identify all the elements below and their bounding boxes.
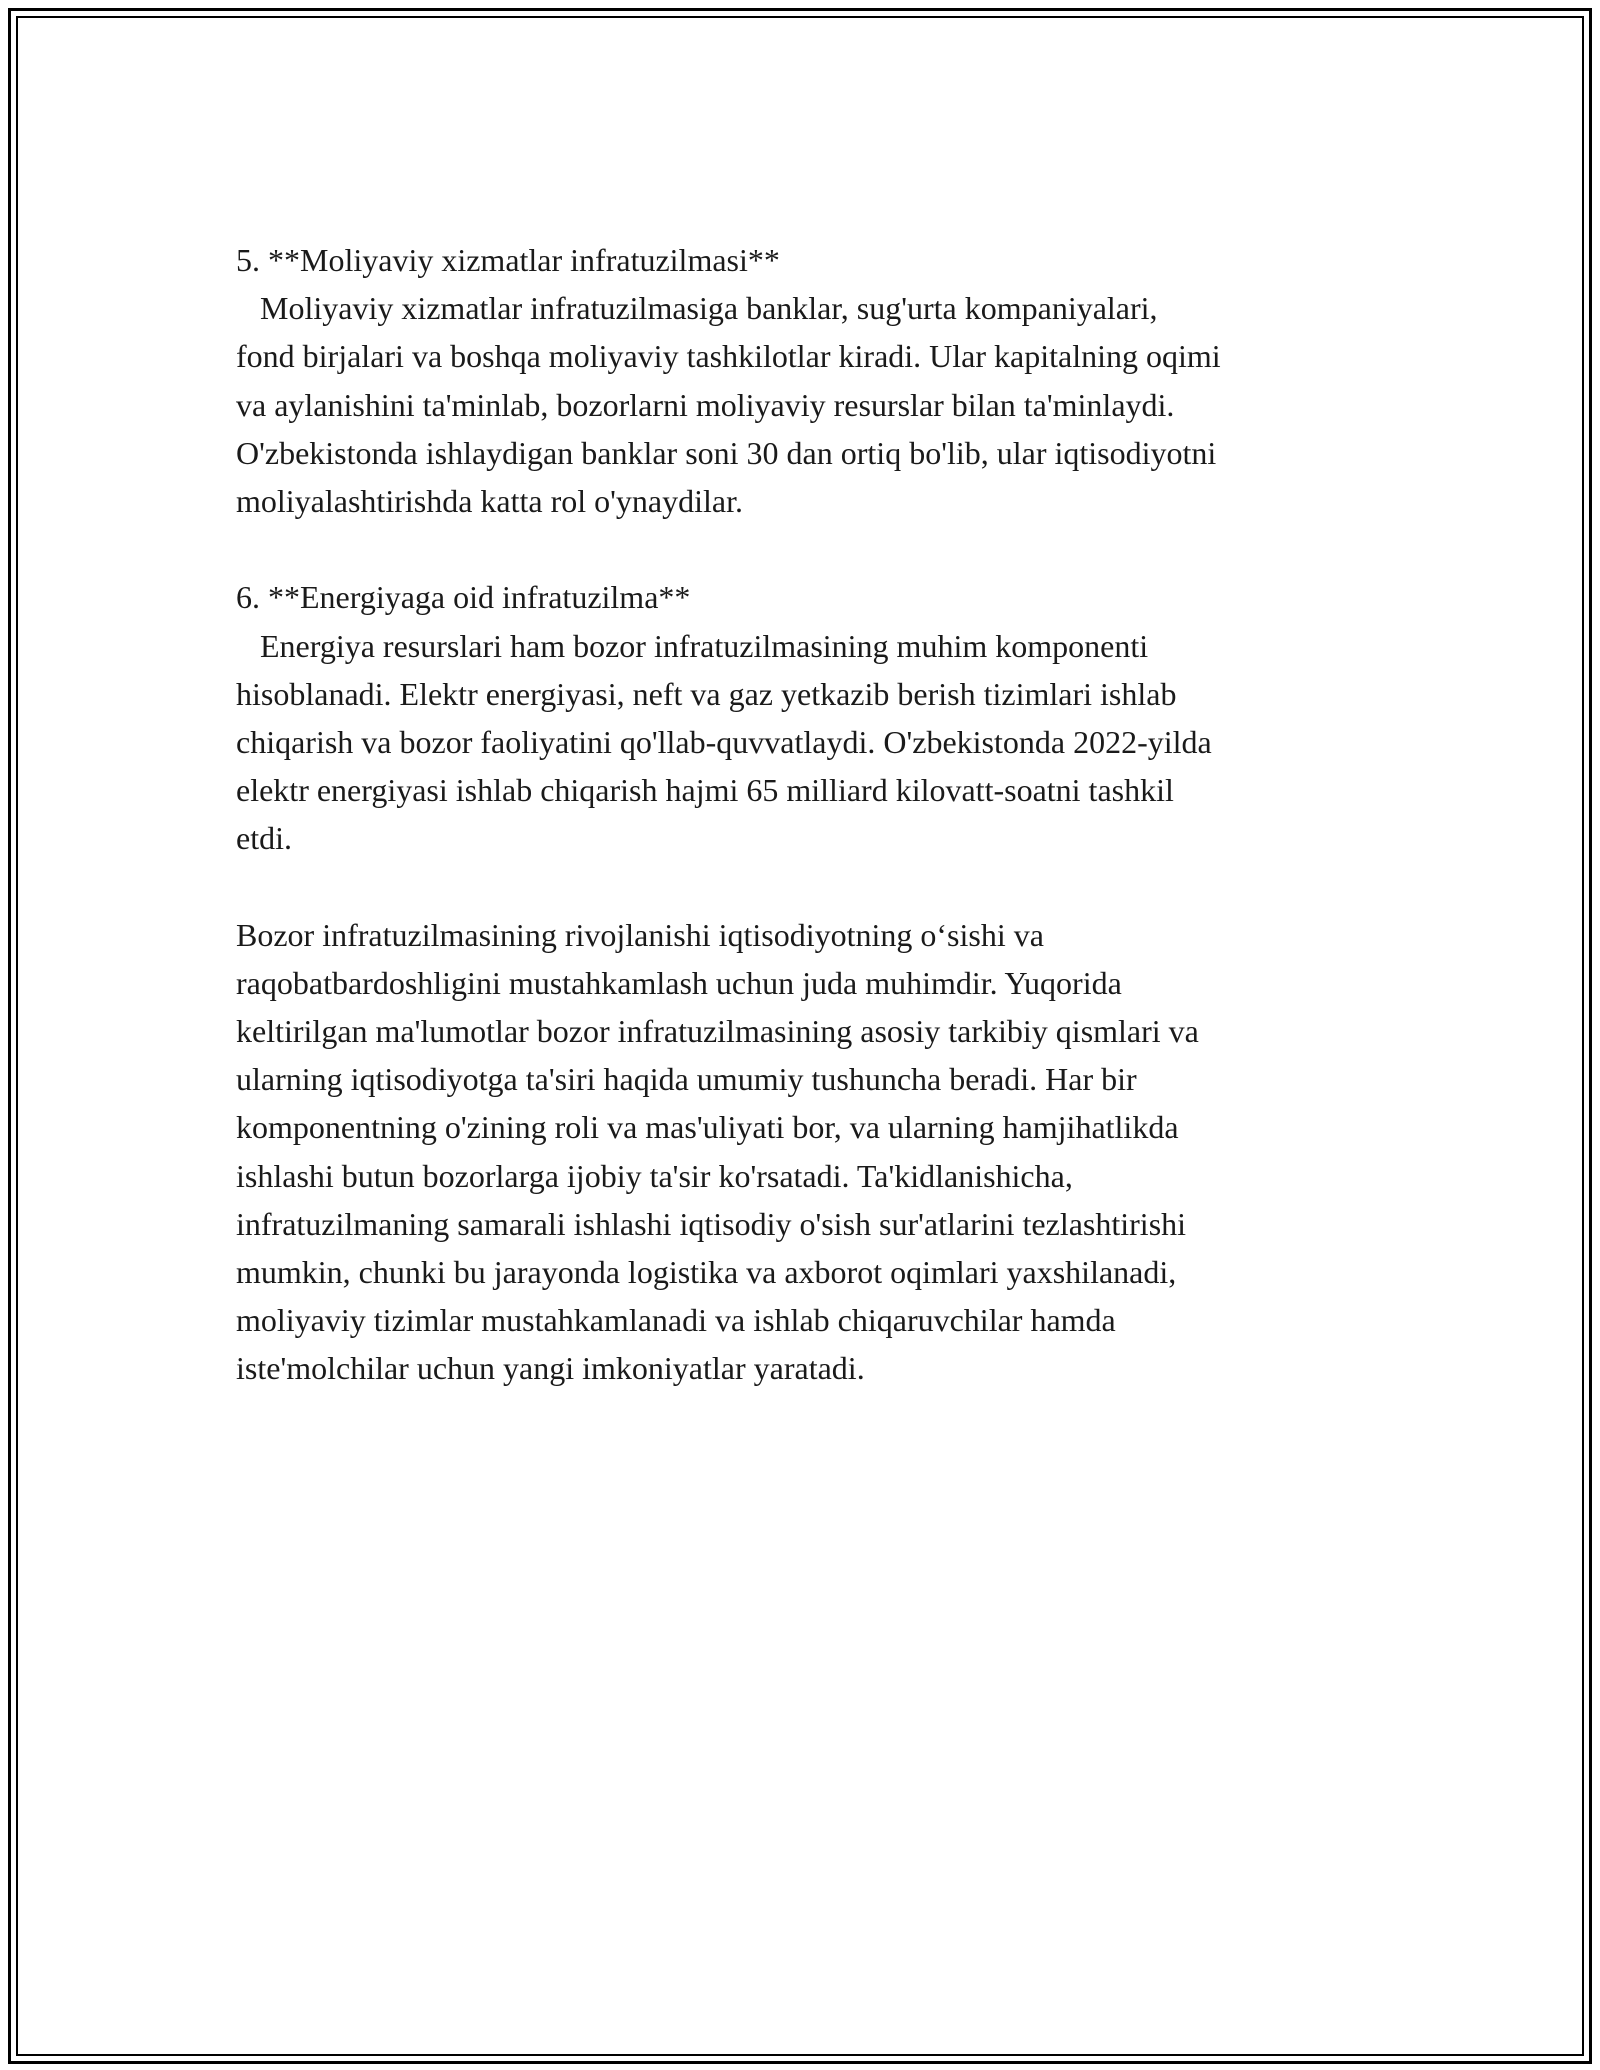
paragraph-line: iste'molchilar uchun yangi imkoniyatlar yaratadi. (236, 1350, 865, 1387)
paragraph-line: ularning iqtisodiyotga ta'siri haqida umumiy tushuncha beradi. Har bir (236, 1061, 1137, 1098)
document-body (236, 236, 1386, 1393)
paragraph-line: hisoblanadi. Elektr energiyasi, neft va gaz yetkazib berish tizimlari ishlab (236, 675, 1177, 712)
paragraph-line: Bozor infratuzilmasining rivojlanishi iqtisodiyotning o‘sishi va (236, 916, 1044, 953)
paragraph-line: komponentning o'zining roli va mas'uliyati bor, va ularning hamjihatlikda (236, 1109, 1179, 1146)
paragraph-line: Energiya resurslari ham bozor infratuzilmasining muhim komponenti (236, 627, 1149, 664)
paragraph-line: elektr energiyasi ishlab chiqarish hajmi 65 milliard kilovatt-soatni tashkil (236, 772, 1174, 809)
section-heading: 6. **Energiyaga oid infratuzilma** (236, 579, 691, 616)
paragraph-spacer (236, 862, 1386, 910)
paragraph-line: infratuzilmaning samarali ishlashi iqtisodiy o'sish sur'atlarini tezlashtirishi (236, 1205, 1187, 1242)
section-financial-infrastructure (236, 236, 1386, 525)
paragraph-line: fond birjalari va boshqa moliyaviy tashkilotlar kiradi. Ular kapitalning oqimi (236, 338, 1221, 375)
paragraph-line: Moliyaviy xizmatlar infratuzilmasiga banklar, sug'urta kompaniyalari, (236, 290, 1158, 327)
paragraph-line: ishlashi butun bozorlarga ijobiy ta'sir ko'rsatadi. Ta'kidlanishicha, (236, 1157, 1073, 1194)
paragraph-line: keltirilgan ma'lumotlar bozor infratuzilmasining asosiy tarkibiy qismlari va (236, 1013, 1199, 1049)
paragraph-line: moliyaviy tizimlar mustahkamlanadi va ishlab chiqaruvchilar hamda (236, 1302, 1116, 1339)
paragraph-line: raqobatbardoshligini mustahkamlash uchun juda muhimdir. Yuqorida (236, 964, 1122, 1001)
paragraph-line: mumkin, chunki bu jarayonda logistika va axborot oqimlari yaxshilanadi, (236, 1253, 1177, 1290)
paragraph-line: chiqarish va bozor faoliyatini qo'llab-quvvatlaydi. O'zbekistonda 2022-yilda (236, 723, 1212, 760)
paragraph-line: va aylanishini ta'minlab, bozorlarni moliyaviy resurslar bilan ta'minlaydi. (236, 386, 1175, 423)
paragraph-line: moliyalashtirishda katta rol o'ynaydilar. (236, 482, 743, 519)
section-heading: 5. **Moliyaviy xizmatlar infratuzilmasi** (236, 242, 780, 278)
paragraph-spacer (236, 525, 1386, 573)
paragraph-line: O'zbekistonda ishlaydigan banklar soni 30 dan ortiq bo'lib, ular iqtisodiyotni (236, 434, 1217, 471)
section-energy-infrastructure (236, 573, 1386, 862)
conclusion-paragraph (236, 911, 1386, 1393)
paragraph-line: etdi. (236, 820, 292, 857)
